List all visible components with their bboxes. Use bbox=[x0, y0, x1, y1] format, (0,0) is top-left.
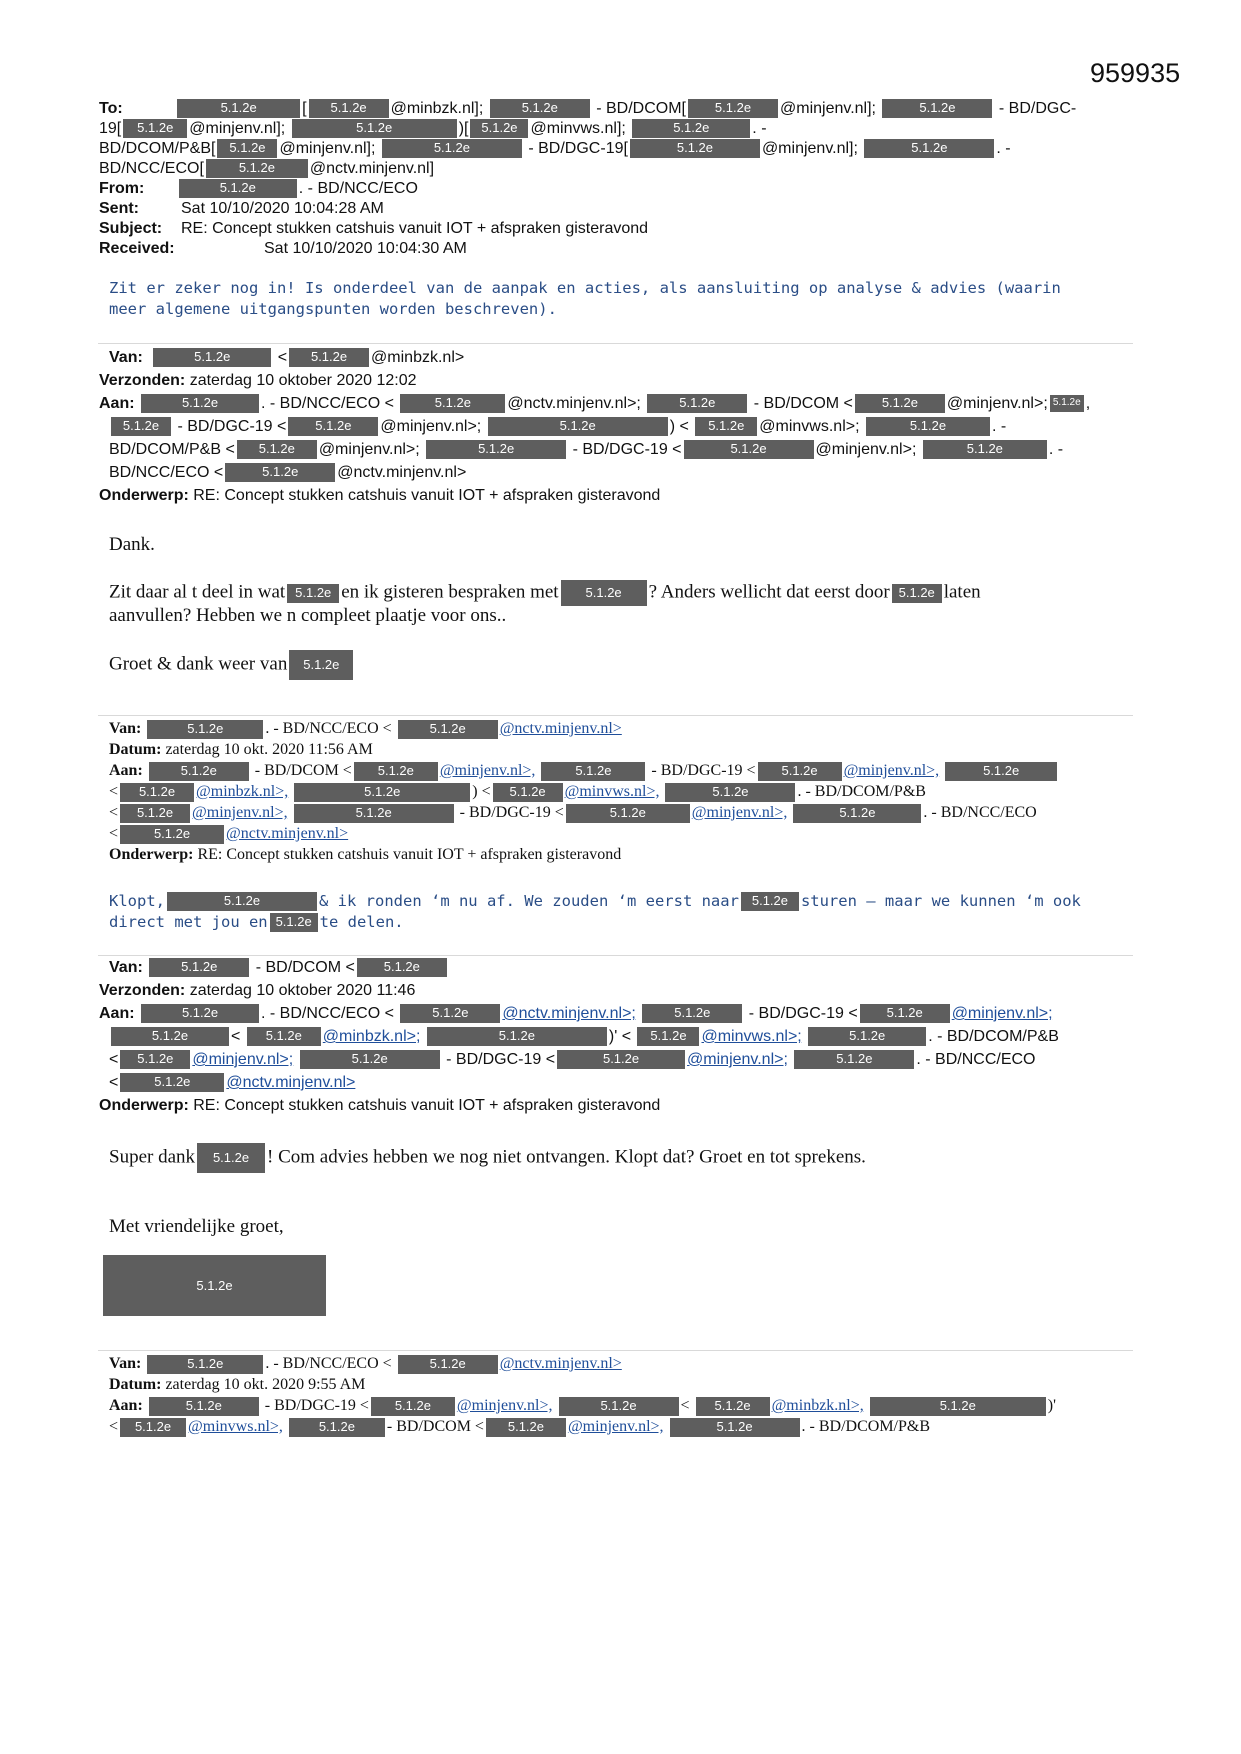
email: @minjenv.nl>; bbox=[946, 395, 1048, 412]
body-text: Zit daar al t deel in wat bbox=[109, 581, 286, 603]
redaction: 5.1.2e bbox=[470, 119, 528, 138]
redaction: 5.1.2e bbox=[120, 783, 194, 802]
redaction: 5.1.2e bbox=[400, 394, 505, 413]
redaction: 5.1.2e bbox=[382, 139, 522, 158]
email: @minbzk.nl> bbox=[371, 349, 465, 366]
redaction: 5.1.2e bbox=[300, 1050, 440, 1069]
redaction: 5.1.2e bbox=[270, 913, 318, 932]
redaction: 5.1.2e bbox=[665, 783, 795, 802]
dept: - BD/DGC-19 < bbox=[572, 441, 682, 458]
van-label: Van: bbox=[109, 720, 142, 737]
subject-label: Subject: bbox=[99, 220, 163, 237]
redaction: 5.1.2e bbox=[1050, 395, 1084, 412]
redaction: 5.1.2e bbox=[758, 762, 842, 781]
email-link[interactable]: @minjenv.nl>, bbox=[843, 762, 940, 779]
document-number: 959935 bbox=[1090, 58, 1181, 88]
received-value: Sat 10/10/2020 10:04:30 AM bbox=[264, 240, 467, 257]
redaction: 5.1.2e bbox=[287, 584, 339, 603]
redaction: 5.1.2e bbox=[632, 119, 750, 138]
redaction: 5.1.2e bbox=[541, 762, 645, 781]
redaction: 5.1.2e bbox=[882, 99, 992, 118]
department: - BD/DCOM[ bbox=[596, 100, 686, 117]
dept: . - BD/DCOM/P&B bbox=[797, 783, 926, 800]
verzonden-label: Verzonden: bbox=[99, 372, 186, 389]
email-link[interactable]: @minjenv.nl>; bbox=[951, 1005, 1053, 1022]
redaction: 5.1.2e bbox=[794, 1050, 914, 1069]
lt: < bbox=[109, 1051, 119, 1068]
redaction: 5.1.2e bbox=[684, 440, 814, 459]
redaction: 5.1.2e bbox=[309, 99, 389, 118]
redaction: 5.1.2e bbox=[289, 348, 369, 367]
lt: < bbox=[231, 1028, 241, 1045]
body-text: laten bbox=[943, 581, 981, 603]
redaction: 5.1.2e bbox=[427, 1027, 607, 1046]
redaction: 5.1.2e bbox=[860, 1004, 950, 1023]
sent-value: Sat 10/10/2020 10:04:28 AM bbox=[181, 200, 384, 217]
department: BD/NCC/ECO[ bbox=[99, 160, 204, 177]
redaction: 5.1.2e bbox=[371, 1397, 455, 1416]
dept: - BD/DGC-19 < bbox=[748, 1005, 858, 1022]
redaction: 5.1.2e bbox=[147, 720, 263, 739]
dept: . - BD/DCOM/P&B bbox=[801, 1418, 931, 1435]
subject-value: RE: Concept stukken catshuis vanuit IOT + afspraken gisteravond bbox=[181, 220, 649, 237]
sep: ) < bbox=[669, 418, 689, 435]
to-label: To: bbox=[99, 100, 123, 117]
van-label: Van: bbox=[109, 349, 143, 366]
redaction: 5.1.2e bbox=[167, 892, 317, 911]
redaction: 5.1.2e bbox=[292, 119, 457, 138]
email: @minjenv.nl>; bbox=[380, 418, 482, 435]
dept: - BD/DGC-19 < bbox=[446, 1051, 556, 1068]
divider bbox=[98, 955, 1133, 956]
lt: < bbox=[109, 1418, 119, 1435]
body-text: direct met jou en bbox=[109, 913, 268, 931]
redaction: 5.1.2e bbox=[149, 958, 249, 977]
onderwerp-value: RE: Concept stukken catshuis vanuit IOT + afspraken gisteravond bbox=[197, 846, 622, 863]
aan-label: Aan: bbox=[99, 1005, 135, 1022]
redaction: 5.1.2e bbox=[866, 417, 990, 436]
email-link[interactable]: @minjenv.nl>, bbox=[439, 762, 536, 779]
email: @minvws.nl>; bbox=[759, 418, 860, 435]
message-1-body bbox=[109, 533, 155, 557]
dept: . - BD/NCC/ECO bbox=[916, 1051, 1036, 1068]
redaction: 5.1.2e bbox=[288, 417, 378, 436]
email-link[interactable]: @nctv.minjenv.nl> bbox=[499, 1355, 622, 1372]
redaction: 5.1.2e bbox=[120, 804, 190, 823]
redaction: 5.1.2e bbox=[688, 99, 778, 118]
sent-label: Sent: bbox=[99, 200, 139, 217]
lt: < bbox=[109, 804, 119, 821]
redaction: 5.1.2e bbox=[400, 1004, 500, 1023]
body-text: & ik ronden ‘m nu af. We zouden ‘m eerst naar bbox=[319, 892, 739, 910]
redaction: 5.1.2e bbox=[197, 1143, 265, 1173]
body-text: sturen – maar we kunnen ‘m ook bbox=[800, 892, 1081, 910]
email: @minjenv.nl>; bbox=[815, 441, 917, 458]
email-link[interactable]: @minjenv.nl>, bbox=[567, 1418, 664, 1435]
sep: )' < bbox=[608, 1028, 632, 1045]
email-link[interactable]: @minvws.nl>, bbox=[564, 783, 660, 800]
onderwerp-label: Onderwerp: bbox=[99, 487, 189, 504]
redaction: 5.1.2e bbox=[426, 440, 566, 459]
dept: - BD/DCOM < bbox=[254, 762, 352, 779]
redaction: 5.1.2e bbox=[225, 463, 335, 482]
redaction: 5.1.2e bbox=[493, 783, 563, 802]
message-2-body bbox=[109, 891, 1081, 933]
redaction: 5.1.2e bbox=[793, 804, 921, 823]
bracket: [ bbox=[302, 100, 307, 117]
email: @minjenv.nl>; bbox=[318, 441, 420, 458]
email-domain: @minbzk.nl]; bbox=[390, 100, 484, 117]
van-label: Van: bbox=[109, 959, 143, 976]
redaction: 5.1.2e bbox=[486, 1418, 566, 1437]
body-text: ! Com advies hebben we nog niet ontvangen. Klopt dat? Groet en tot sprekens. bbox=[267, 1146, 866, 1168]
van-label: Van: bbox=[109, 1355, 142, 1372]
email-link[interactable]: @minbzk.nl>, bbox=[196, 783, 289, 800]
redaction: 5.1.2e bbox=[120, 825, 224, 844]
received-label: Received: bbox=[99, 240, 175, 257]
redaction: 5.1.2e bbox=[217, 139, 277, 158]
body-text: aanvullen? Hebben we n compleet plaatje voor ons.. bbox=[109, 605, 507, 626]
sep: ) < bbox=[472, 783, 491, 800]
redaction: 5.1.2e bbox=[398, 720, 498, 739]
redaction: 5.1.2e bbox=[557, 1050, 685, 1069]
verzonden-value: zaterdag 10 oktober 2020 12:02 bbox=[189, 372, 417, 389]
redaction: 5.1.2e bbox=[696, 1397, 770, 1416]
datum-label: Datum: bbox=[109, 741, 162, 758]
redaction: 5.1.2e bbox=[559, 1397, 679, 1416]
dept: - BD/DCOM < bbox=[386, 1418, 484, 1435]
dept: - BD/DCOM < bbox=[753, 395, 853, 412]
email-link[interactable]: @minvws.nl>, bbox=[188, 1418, 283, 1435]
email-link[interactable]: @minbzk.nl>, bbox=[771, 1397, 864, 1414]
email-domain: @minjenv.nl]; bbox=[189, 120, 286, 137]
email-link[interactable]: @nctv.minjenv.nl> bbox=[226, 825, 349, 842]
dept: BD/NCC/ECO < bbox=[109, 464, 224, 481]
body-text: Klopt, bbox=[109, 892, 165, 910]
redaction: 5.1.2e bbox=[357, 958, 447, 977]
dept: . - BD/NCC/ECO < bbox=[265, 1355, 392, 1372]
dept: . - BD/NCC/ECO bbox=[923, 804, 1037, 821]
email-link[interactable]: @nctv.minjenv.nl> bbox=[226, 1074, 356, 1091]
dept: . - BD/NCC/ECO < bbox=[261, 395, 394, 412]
separator: . - bbox=[752, 120, 767, 137]
body-text: Groet & dank weer van bbox=[109, 653, 288, 675]
redaction: 5.1.2e bbox=[237, 440, 317, 459]
email-link[interactable]: @minjenv.nl>, bbox=[456, 1397, 553, 1414]
redaction: 5.1.2e bbox=[141, 1004, 259, 1023]
redaction: 5.1.2e bbox=[561, 580, 647, 606]
redaction: 5.1.2e bbox=[892, 584, 942, 603]
department: - BD/DGC-19[ bbox=[528, 140, 628, 157]
redaction: 5.1.2e bbox=[855, 394, 945, 413]
department: - BD/DGC- bbox=[998, 100, 1077, 117]
email-link[interactable]: @minjenv.nl>; bbox=[687, 1051, 788, 1068]
dept: - BD/DGC-19 < bbox=[264, 1397, 369, 1414]
redaction: 5.1.2e bbox=[123, 119, 187, 138]
onderwerp-label: Onderwerp: bbox=[99, 1097, 189, 1114]
from-department: . - BD/NCC/ECO bbox=[298, 180, 418, 197]
divider bbox=[98, 343, 1133, 344]
redaction: 5.1.2e bbox=[147, 1355, 263, 1374]
email-link[interactable]: @nctv.minjenv.nl>; bbox=[502, 1005, 636, 1022]
body-line: Dank. bbox=[109, 534, 155, 555]
redaction: 5.1.2e bbox=[179, 179, 297, 198]
email-domain: @minjenv.nl]; bbox=[780, 100, 876, 117]
onderwerp-value: RE: Concept stukken catshuis vanuit IOT + afspraken gisteravond bbox=[193, 1097, 661, 1114]
department: 19[ bbox=[99, 120, 122, 137]
verzonden-label: Verzonden: bbox=[99, 982, 186, 999]
body-text: ? Anders wellicht dat eerst door bbox=[648, 581, 890, 603]
body-text: Super dank bbox=[109, 1146, 196, 1168]
redaction: 5.1.2e bbox=[149, 762, 249, 781]
department: BD/DCOM/P&B[ bbox=[99, 140, 216, 157]
signature-redaction: 5.1.2e bbox=[103, 1255, 326, 1316]
body-text: en ik gisteren bespraken met bbox=[341, 581, 559, 603]
email-domain: @minvws.nl]; bbox=[530, 120, 626, 137]
aan-label: Aan: bbox=[109, 1397, 143, 1414]
redaction: 5.1.2e bbox=[111, 1027, 229, 1046]
divider bbox=[98, 1350, 1133, 1351]
dept: . - BD/DCOM/P&B bbox=[928, 1028, 1059, 1045]
dept: - BD/DGC-19 < bbox=[459, 804, 564, 821]
redaction: 5.1.2e bbox=[630, 139, 760, 158]
divider bbox=[98, 715, 1133, 716]
dept: - BD/DGC-19 < bbox=[651, 762, 756, 779]
redaction: 5.1.2e bbox=[695, 417, 757, 436]
redaction: 5.1.2e bbox=[289, 1418, 385, 1437]
separator: . - bbox=[996, 140, 1011, 157]
datum-value: zaterdag 10 okt. 2020 11:56 AM bbox=[165, 741, 373, 758]
redaction: 5.1.2e bbox=[808, 1027, 926, 1046]
redaction: 5.1.2e bbox=[206, 159, 308, 178]
onderwerp-value: RE: Concept stukken catshuis vanuit IOT + afspraken gisteravond bbox=[193, 487, 661, 504]
lt: < bbox=[109, 783, 119, 800]
sep: . - bbox=[1048, 441, 1064, 458]
email-link[interactable]: @minjenv.nl>, bbox=[192, 804, 288, 821]
redaction: 5.1.2e bbox=[120, 1050, 190, 1069]
dept: . - BD/NCC/ECO < bbox=[265, 720, 392, 737]
body-text: te delen. bbox=[319, 913, 404, 931]
lt: < bbox=[277, 349, 288, 366]
redaction: 5.1.2e bbox=[141, 394, 259, 413]
lt: < bbox=[109, 1074, 119, 1091]
email: @nctv.minjenv.nl> bbox=[337, 464, 467, 481]
redaction: 5.1.2e bbox=[153, 348, 271, 367]
redaction: 5.1.2e bbox=[923, 440, 1047, 459]
redaction: 5.1.2e bbox=[945, 762, 1057, 781]
redaction: 5.1.2e bbox=[741, 892, 799, 911]
redaction: 5.1.2e bbox=[120, 1073, 224, 1092]
redaction: 5.1.2e bbox=[647, 394, 747, 413]
email-domain: @minjenv.nl]; bbox=[279, 140, 376, 157]
email-link[interactable]: @minjenv.nl>; bbox=[192, 1051, 294, 1068]
redaction: 5.1.2e bbox=[354, 762, 438, 781]
dept: . - BD/NCC/ECO < bbox=[261, 1005, 394, 1022]
dept: BD/DCOM/P&B < bbox=[109, 441, 235, 458]
aan-label: Aan: bbox=[109, 762, 143, 779]
redaction: 5.1.2e bbox=[398, 1355, 498, 1374]
datum-label: Datum: bbox=[109, 1376, 162, 1393]
redaction: 5.1.2e bbox=[870, 1397, 1046, 1416]
message-1-body bbox=[109, 604, 506, 628]
redaction: 5.1.2e bbox=[120, 1418, 186, 1437]
redaction: 5.1.2e bbox=[149, 1397, 259, 1416]
redaction: 5.1.2e bbox=[490, 99, 590, 118]
redaction: 5.1.2e bbox=[294, 783, 470, 802]
from-label: From: bbox=[99, 180, 145, 197]
reply-body: Zit er zeker nog in! Is onderdeel van de aanpak en acties, als aansluiting op analyse & advies (waarin meer algemene uitgangspunten worden beschreven). bbox=[109, 279, 1061, 318]
email-link[interactable]: @minvws.nl>; bbox=[701, 1028, 802, 1045]
redaction: 5.1.2e bbox=[637, 1027, 699, 1046]
message-1-body bbox=[109, 580, 981, 606]
email-link[interactable]: @nctv.minjenv.nl> bbox=[499, 720, 622, 737]
redaction: 5.1.2e bbox=[642, 1004, 742, 1023]
greeting bbox=[109, 1215, 284, 1239]
redaction: 5.1.2e bbox=[294, 804, 454, 823]
datum-value: zaterdag 10 okt. 2020 9:55 AM bbox=[165, 1376, 366, 1393]
email-link[interactable]: @minjenv.nl>, bbox=[691, 804, 788, 821]
sep: . - bbox=[992, 418, 1007, 435]
redaction: 5.1.2e bbox=[670, 1418, 800, 1437]
message-1-body bbox=[109, 650, 355, 680]
lt: < bbox=[680, 1397, 690, 1414]
redaction: 5.1.2e bbox=[488, 417, 668, 436]
redaction: 5.1.2e bbox=[566, 804, 690, 823]
redaction: 5.1.2e bbox=[177, 99, 300, 118]
body-text: Met vriendelijke groet, bbox=[109, 1216, 284, 1237]
onderwerp-label: Onderwerp: bbox=[109, 846, 194, 863]
verzonden-value: zaterdag 10 oktober 2020 11:46 bbox=[189, 982, 416, 999]
dept: - BD/DGC-19 < bbox=[177, 418, 287, 435]
aan-label: Aan: bbox=[99, 395, 135, 412]
email-domain: @nctv.minjenv.nl] bbox=[309, 160, 435, 177]
email-domain: @minjenv.nl]; bbox=[761, 140, 858, 157]
message-3-body bbox=[109, 1143, 866, 1173]
lt: < bbox=[109, 825, 119, 842]
redaction: 5.1.2e bbox=[289, 650, 353, 680]
dept: - BD/DCOM < bbox=[255, 959, 355, 976]
email-link[interactable]: @minbzk.nl>; bbox=[322, 1028, 421, 1045]
redaction: 5.1.2e bbox=[864, 139, 994, 158]
comma: , bbox=[1085, 395, 1091, 412]
email: @nctv.minjenv.nl>; bbox=[507, 395, 641, 412]
redaction: 5.1.2e bbox=[247, 1027, 321, 1046]
redaction: 5.1.2e bbox=[111, 417, 171, 436]
